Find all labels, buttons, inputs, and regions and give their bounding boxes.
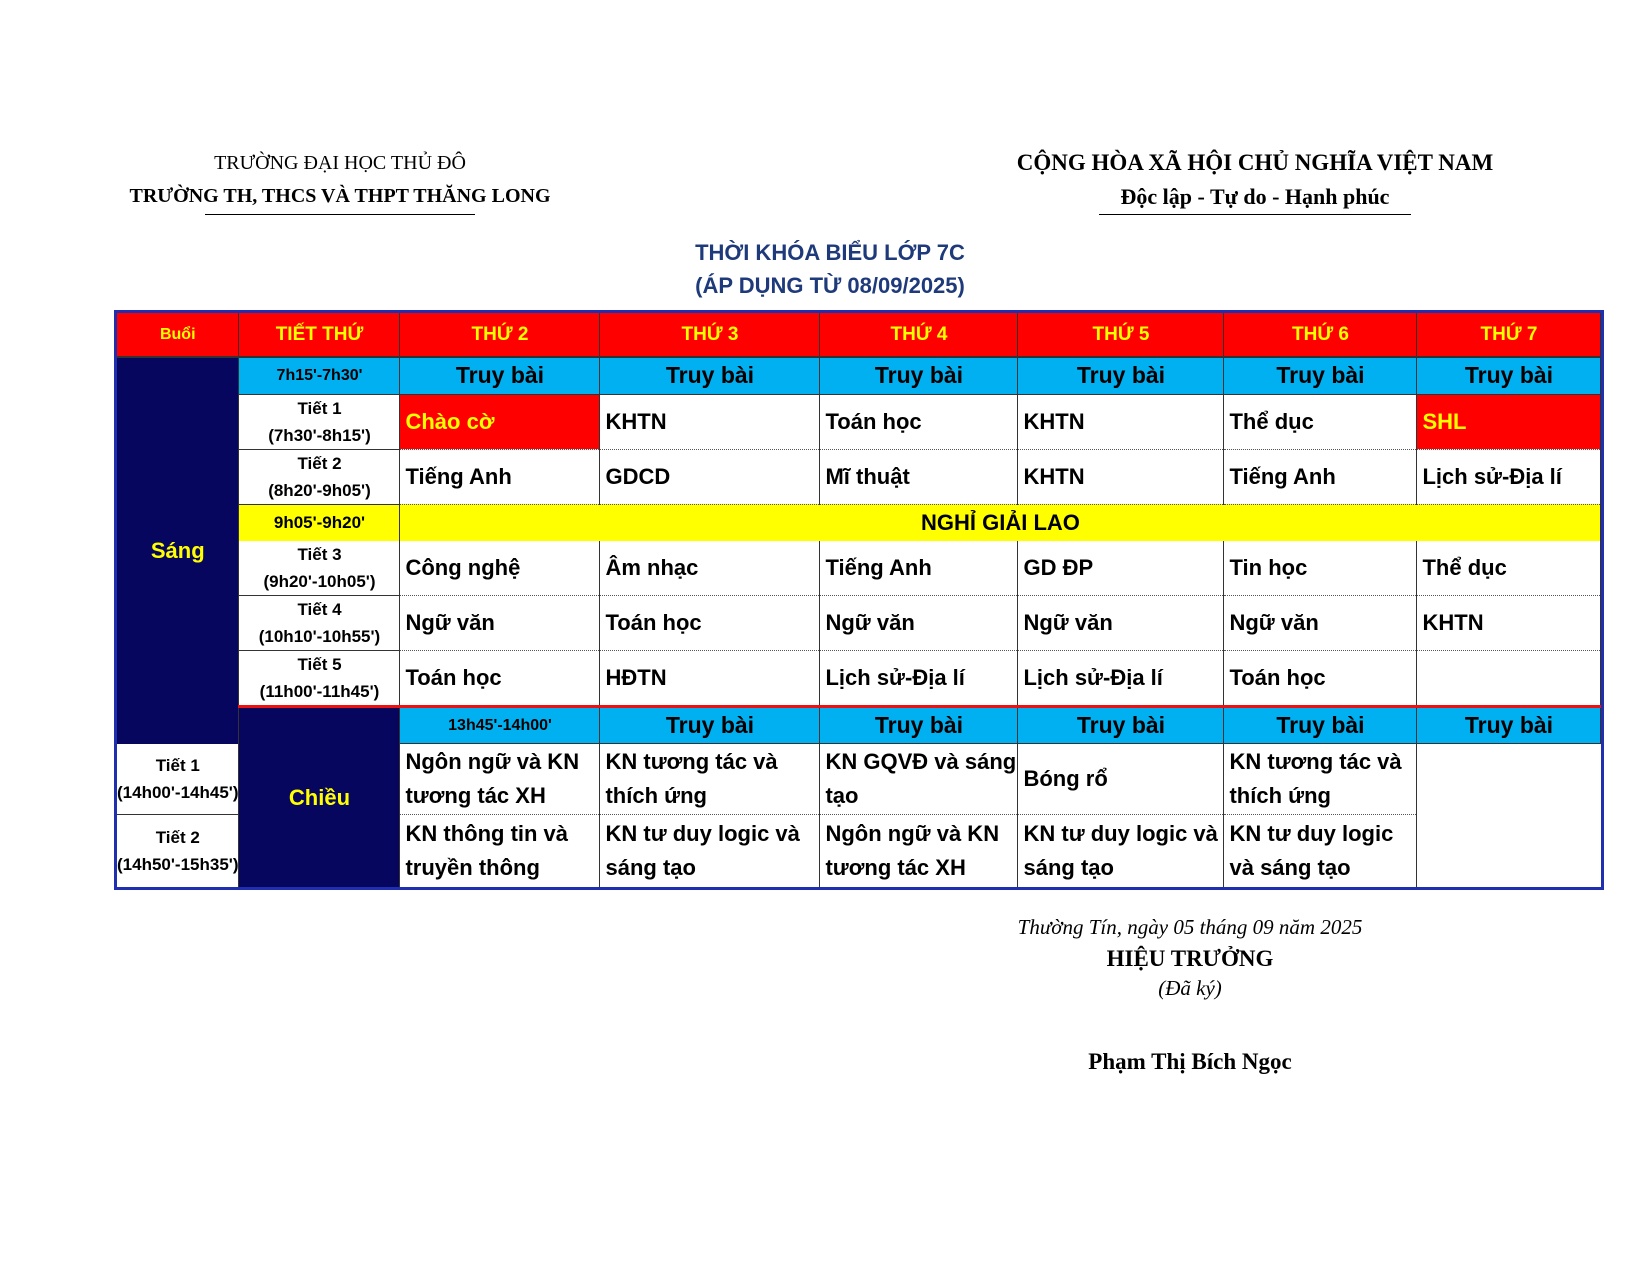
truybai-cell: Truy bài	[820, 707, 1018, 744]
period-time: (14h50'-15h35')	[117, 855, 239, 874]
morning-period-4-row	[116, 596, 1603, 651]
truybai-cell: Truy bài	[600, 357, 820, 394]
nation-name: CỘNG HÒA XÃ HỘI CHỦ NGHĨA VIỆT NAM	[1016, 150, 1494, 175]
national-motto: Độc lập - Tự do - Hạnh phúc	[1120, 184, 1390, 209]
period-label	[239, 596, 400, 651]
period-time: (9h20'-10h05')	[263, 572, 376, 591]
period-label	[116, 815, 239, 889]
title-effective-date: (ÁP DỤNG TỪ 08/09/2025)	[695, 273, 965, 298]
subject-cell: Ngữ văn	[820, 596, 1018, 651]
school-underline	[205, 214, 475, 215]
session-afternoon: Chiều	[239, 707, 400, 889]
session-morning: Sáng	[116, 357, 239, 744]
principal-name: Phạm Thị Bích Ngọc	[1088, 1049, 1292, 1074]
truybai-cell: Truy bài	[1224, 357, 1417, 394]
signature-block	[960, 915, 1420, 1075]
signed-note: (Đã ký)	[1158, 976, 1222, 1000]
header-thu-2: THỨ 2	[400, 312, 600, 358]
timetable-title	[600, 236, 1060, 302]
subject-cell: KHTN	[600, 394, 820, 449]
header-tiet-thu: TIẾT THỨ	[239, 312, 400, 358]
period-name: Tiết 4	[297, 600, 342, 619]
subject-cell: Tin học	[1224, 541, 1417, 596]
subject-cell: Mĩ thuật	[820, 449, 1018, 504]
subject-cell: GD ĐP	[1018, 541, 1224, 596]
subject-cell: SHL	[1417, 394, 1601, 449]
school-header	[100, 152, 580, 215]
header-thu-6: THỨ 6	[1224, 312, 1417, 358]
subject-cell: KN GQVĐ và sáng tạo	[820, 744, 1018, 815]
period-label	[239, 394, 400, 449]
period-name: Tiết 1	[297, 398, 342, 418]
break-label: NGHỈ GIẢI LAO	[400, 504, 1601, 541]
period-label	[239, 541, 400, 596]
period-label	[239, 449, 400, 504]
truybai-cell: Truy bài	[1018, 707, 1224, 744]
subject-cell: Ngữ văn	[1018, 596, 1224, 651]
empty-saturday-afternoon	[1601, 707, 1603, 889]
header-row	[116, 312, 1603, 358]
subject-cell: Ngữ văn	[1224, 596, 1417, 651]
subject-cell: Tiếng Anh	[1224, 449, 1417, 504]
title-class: THỜI KHÓA BIỂU LỚP 7C	[695, 240, 965, 265]
period-name: Tiết 5	[297, 655, 342, 674]
subject-cell: KN tư duy logic và sáng tạo	[1018, 815, 1224, 889]
national-header	[940, 150, 1570, 215]
subject-cell: Tiếng Anh	[820, 541, 1018, 596]
morning-truybai-time: 7h15'-7h30'	[239, 357, 400, 394]
truybai-cell: Truy bài	[1417, 707, 1601, 744]
header-buoi: Buổi	[116, 312, 239, 358]
subject-cell: KN tương tác và thích ứng	[1224, 744, 1417, 815]
subject-cell: Ngôn ngữ và KN tương tác XH	[820, 815, 1018, 889]
period-time: (7h30'-8h15')	[268, 425, 371, 445]
school-name: TRƯỜNG TH, THCS VÀ THPT THĂNG LONG	[129, 185, 551, 207]
subject-cell: Lịch sử-Địa lí	[820, 651, 1018, 707]
truybai-cell: Truy bài	[1018, 357, 1224, 394]
subject-cell: Chào cờ	[400, 394, 600, 449]
subject-cell: Toán học	[600, 596, 820, 651]
subject-cell: Công nghệ	[400, 541, 600, 596]
period-name: Tiết 2	[155, 828, 200, 847]
subject-cell: HĐTN	[600, 651, 820, 707]
period-name: Tiết 1	[155, 755, 200, 775]
header-thu-3: THỨ 3	[600, 312, 820, 358]
truybai-cell: Truy bài	[1417, 357, 1601, 394]
principal-title: HIỆU TRƯỞNG	[1106, 946, 1274, 971]
subject-cell: Bóng rổ	[1018, 744, 1224, 815]
subject-cell: KN tương tác và thích ứng	[600, 744, 820, 815]
period-time: (11h00'-11h45')	[259, 682, 380, 701]
subject-cell: KN tư duy logic và sáng tạo	[600, 815, 820, 889]
period-name: Tiết 3	[297, 545, 342, 564]
header-thu-7: THỨ 7	[1417, 312, 1601, 358]
morning-period-1-row	[116, 394, 1603, 449]
period-label	[239, 651, 400, 707]
subject-cell: Toán học	[400, 651, 600, 707]
subject-cell: KN thông tin và truyền thông	[400, 815, 600, 889]
morning-truybai-row	[116, 357, 1603, 394]
morning-period-2-row	[116, 449, 1603, 504]
subject-cell: GDCD	[600, 449, 820, 504]
subject-cell: Lịch sử-Địa lí	[1417, 449, 1601, 504]
afternoon-truybai-time: 13h45'-14h00'	[400, 707, 600, 744]
subject-cell: Thể dục	[1224, 394, 1417, 449]
period-name: Tiết 2	[297, 453, 342, 473]
morning-period-3-row	[116, 541, 1603, 596]
place-date: Thường Tín, ngày 05 tháng 09 năm 2025	[1017, 915, 1363, 939]
university-name: TRƯỜNG ĐẠI HỌC THỦ ĐÔ	[214, 152, 466, 174]
subject-cell: Tiếng Anh	[400, 449, 600, 504]
motto-underline	[1099, 214, 1411, 215]
timetable	[114, 310, 1604, 890]
morning-period-5-row	[116, 651, 1603, 707]
break-row	[116, 504, 1603, 541]
subject-cell: Toán học	[1224, 651, 1417, 707]
subject-cell: Ngữ văn	[400, 596, 600, 651]
header-thu-5: THỨ 5	[1018, 312, 1224, 358]
subject-cell: KN tư duy logic và sáng tạo	[1224, 815, 1417, 889]
truybai-cell: Truy bài	[820, 357, 1018, 394]
subject-cell: Toán học	[820, 394, 1018, 449]
truybai-cell: Truy bài	[400, 357, 600, 394]
period-time: (14h00'-14h45')	[117, 782, 239, 802]
break-time: 9h05'-9h20'	[239, 504, 400, 541]
truybai-cell: Truy bài	[1224, 707, 1417, 744]
subject-cell: Lịch sử-Địa lí	[1018, 651, 1224, 707]
subject-cell	[1417, 651, 1601, 707]
period-time: (8h20'-9h05')	[268, 480, 371, 500]
subject-cell: KHTN	[1018, 394, 1224, 449]
period-time: (10h10'-10h55')	[258, 627, 381, 646]
header-thu-4: THỨ 4	[820, 312, 1018, 358]
afternoon-truybai-row	[116, 707, 1603, 744]
subject-cell: KHTN	[1018, 449, 1224, 504]
truybai-cell: Truy bài	[600, 707, 820, 744]
subject-cell: Âm nhạc	[600, 541, 820, 596]
period-label	[116, 744, 239, 815]
subject-cell: Thể dục	[1417, 541, 1601, 596]
subject-cell: Ngôn ngữ và KN tương tác XH	[400, 744, 600, 815]
subject-cell: KHTN	[1417, 596, 1601, 651]
